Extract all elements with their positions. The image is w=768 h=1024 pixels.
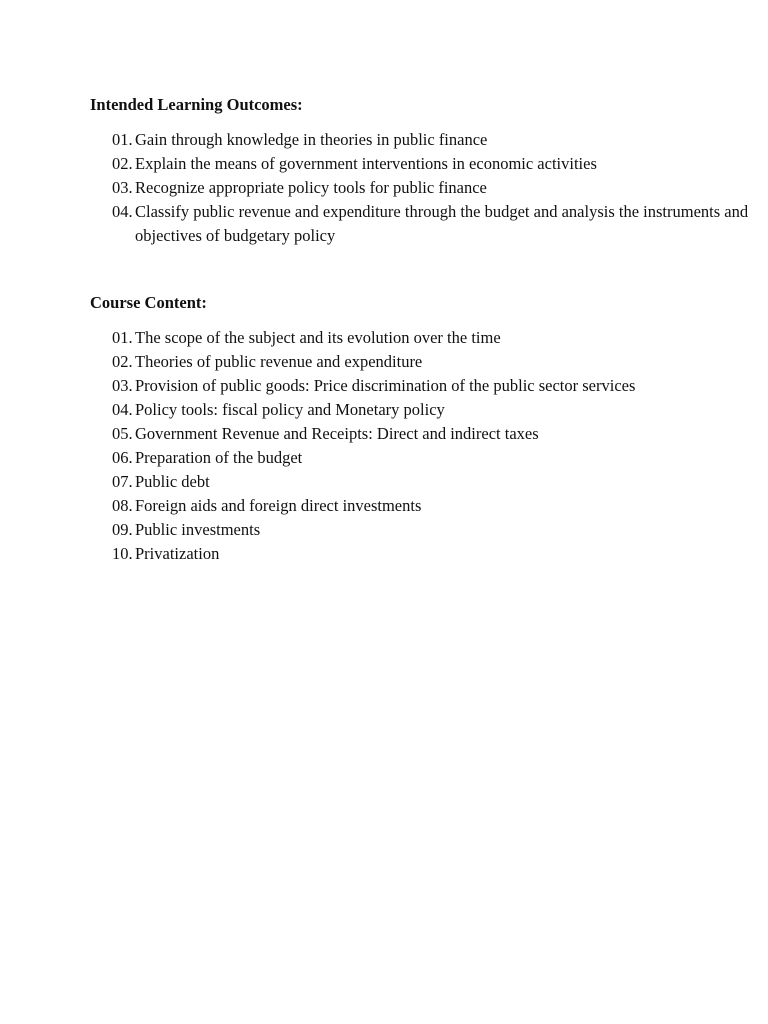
item-number: 03. xyxy=(112,376,133,395)
list-item xyxy=(112,518,752,542)
list-item xyxy=(112,422,752,446)
item-number: 05. xyxy=(112,424,133,443)
course-content-list xyxy=(112,326,752,566)
list-item xyxy=(112,470,752,494)
item-text: Privatization xyxy=(135,544,220,563)
item-number: 01. xyxy=(112,328,133,347)
list-item xyxy=(112,542,752,566)
course-content-heading: Course Content: xyxy=(90,293,207,312)
item-number: 10. xyxy=(112,544,133,563)
item-text: Public debt xyxy=(135,472,210,491)
outcomes-list xyxy=(112,128,752,248)
item-text: Classify public revenue and expenditure through the budget and analysis the instruments and objectives of budgetary policy xyxy=(135,202,749,245)
item-number: 02. xyxy=(112,154,133,173)
item-text: Provision of public goods: Price discrimination of the public sector services xyxy=(135,376,636,395)
item-number: 03. xyxy=(112,178,133,197)
item-text: Preparation of the budget xyxy=(135,448,303,467)
item-text: Government Revenue and Receipts: Direct and indirect taxes xyxy=(135,424,539,443)
item-number: 01. xyxy=(112,130,133,149)
item-number: 04. xyxy=(112,400,133,419)
list-item xyxy=(112,152,752,176)
list-item xyxy=(112,494,752,518)
item-number: 08. xyxy=(112,496,133,515)
item-text: Theories of public revenue and expenditure xyxy=(135,352,423,371)
list-item xyxy=(112,176,752,200)
item-text: Recognize appropriate policy tools for public finance xyxy=(135,178,487,197)
item-text: Policy tools: fiscal policy and Monetary policy xyxy=(135,400,445,419)
list-item xyxy=(112,374,752,398)
item-text: The scope of the subject and its evolution over the time xyxy=(135,328,501,347)
list-item xyxy=(112,350,752,374)
intended-learning-outcomes-heading: Intended Learning Outcomes: xyxy=(90,95,303,114)
list-item xyxy=(112,326,752,350)
list-item xyxy=(112,200,752,248)
item-number: 09. xyxy=(112,520,133,539)
list-item xyxy=(112,446,752,470)
item-number: 02. xyxy=(112,352,133,371)
item-text: Foreign aids and foreign direct investments xyxy=(135,496,422,515)
list-item xyxy=(112,398,752,422)
item-text: Explain the means of government interventions in economic activities xyxy=(135,154,597,173)
list-item xyxy=(112,128,752,152)
item-number: 06. xyxy=(112,448,133,467)
item-number: 07. xyxy=(112,472,133,491)
item-text: Gain through knowledge in theories in public finance xyxy=(135,130,488,149)
item-number: 04. xyxy=(112,202,133,221)
item-text: Public investments xyxy=(135,520,261,539)
